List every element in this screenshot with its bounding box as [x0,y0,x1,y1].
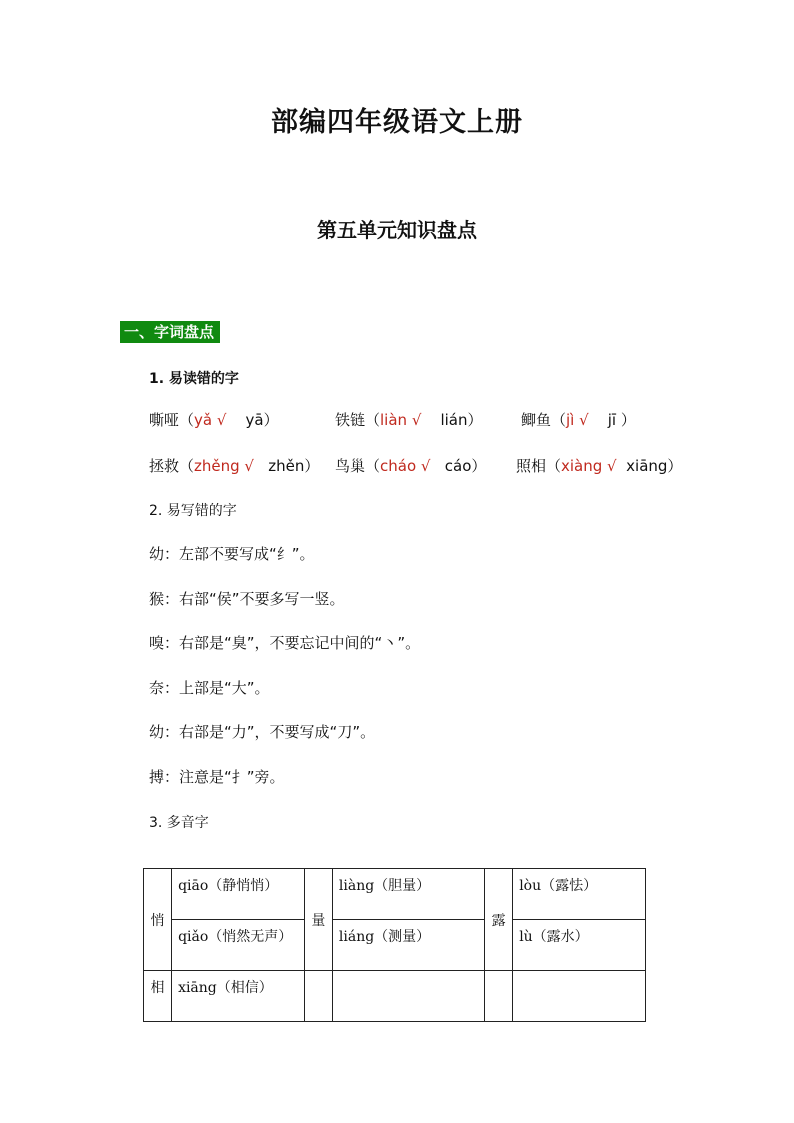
table-cell-empty [485,971,513,1022]
pinyin-row-2 [149,454,709,478]
subheading-misread-chars: 1. 易读错的字 [149,371,239,387]
table-cell-reading: liàng（胆量） [332,869,484,920]
pinyin-item: 拯救（zhěng √ zhěn） [149,457,320,475]
table-cell-empty [513,971,646,1022]
correct-reading: jì √ [566,411,589,429]
note-line: 奈：上部是“大”。 [149,679,270,697]
pinyin-item: 照相（xiàng √ xiāng） [516,457,683,475]
table-cell-char: 露 [485,869,513,971]
table-cell-empty [332,971,484,1022]
pinyin-item: 鸟巢（cháo √ cáo） [335,457,487,475]
page-subtitle: 第五单元知识盘点 [317,218,477,242]
pinyin-item: 铁链（liàn √ lián） [335,411,483,429]
wrong-reading: zhěn） [268,457,320,475]
table-cell-reading: liáng（测量） [332,920,484,971]
note-line: 嗅：右部是“臭”，不要忘记中间的“丶”。 [149,634,421,652]
correct-reading: cháo √ [380,457,431,475]
table-cell-char: 悄 [144,869,172,971]
correct-reading: xiàng √ [561,457,617,475]
wrong-reading: lián） [440,411,483,429]
pinyin-row-1 [149,408,709,432]
wrong-reading: xiāng） [626,457,683,475]
pinyin-item: 嘶哑（yǎ √ yā） [149,411,279,429]
note-line: 搏：注意是“扌”旁。 [149,768,285,786]
table-cell-reading: lù（露水） [513,920,646,971]
note-line: 幼：左部不要写成“纟”。 [149,545,315,563]
table-cell-empty [304,971,332,1022]
polyphone-table [143,868,646,1022]
table-cell-reading: xiāng（相信） [172,971,305,1022]
wrong-reading: cáo） [444,457,487,475]
table-cell-reading: qiǎo（悄然无声） [172,920,305,971]
correct-reading: zhěng √ [194,457,254,475]
table-row [144,920,646,971]
subheading-polyphones: 3. 多音字 [149,815,209,831]
table-row [144,971,646,1022]
note-line: 幼：右部是“力”，不要写成“刀”。 [149,723,376,741]
correct-reading: liàn √ [380,411,422,429]
table-cell-char: 量 [304,869,332,971]
wrong-reading: yā） [245,411,279,429]
pinyin-item: 鲫鱼（jì √ jī ） [521,411,636,429]
table-cell-char: 相 [144,971,172,1022]
table-row [144,869,646,920]
note-line: 猴：右部“侯”不要多写一竖。 [149,590,345,608]
page-title: 部编四年级语文上册 [271,107,523,138]
section-heading-vocabulary: 一、字词盘点 [120,321,220,343]
table-cell-reading: lòu（露怯） [513,869,646,920]
correct-reading: yǎ √ [194,411,227,429]
subheading-miswritten-chars: 2. 易写错的字 [149,503,237,519]
wrong-reading: jī ） [607,411,636,429]
table-cell-reading: qiāo（静悄悄） [172,869,305,920]
